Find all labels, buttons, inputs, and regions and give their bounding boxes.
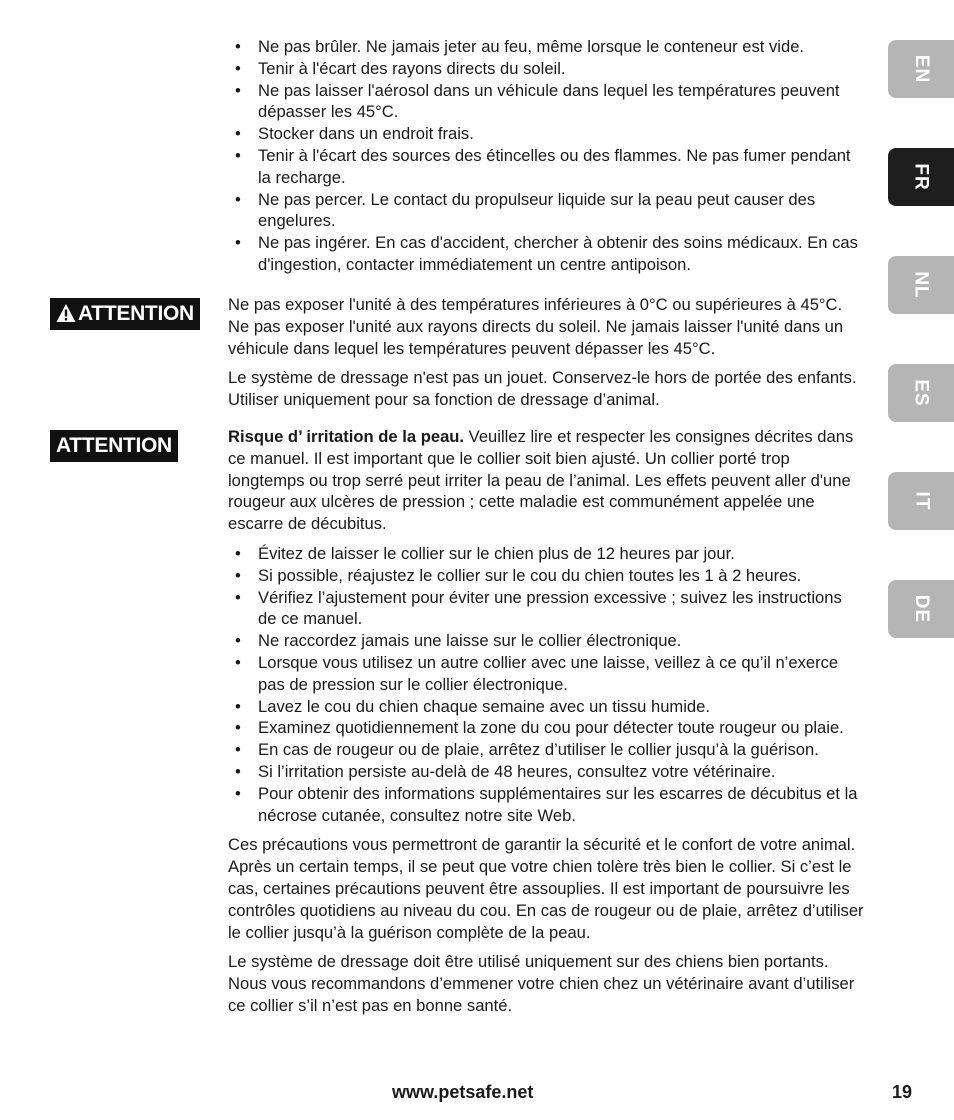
caution-intro [228, 426, 864, 535]
list-item: • Ne pas ingérer. En cas d'accident, chercher à obtenir des soins médicaux. En cas d'ingestion, contacter immédiatement un centre antipoison. [228, 232, 864, 276]
caution-label [50, 430, 178, 462]
list-item: • Examinez quotidiennement la zone du cou pour détecter toute rougeur ou plaie. [228, 717, 864, 739]
list-item: • Ne pas brûler. Ne jamais jeter au feu, même lorsque le conteneur est vide. [228, 36, 864, 58]
footer-url: www.petsafe.net [392, 1082, 534, 1102]
warning-paragraph: Ne pas exposer l'unité à des températures inférieures à 0°C ou supérieures à 45°C. Ne pas exposer l'unité aux rayons directs du soleil. Ne jamais laisser l'unité dans un véhicule dans lequel les températures peuvent dépasser les 45°C. [228, 295, 844, 358]
warning-paragraph: Le système de dressage n'est pas un jouet. Conservez-le hors de portée des enfants. Utiliser uniquement pour sa fonction de dressage d’animal. [228, 368, 857, 410]
list-item: • Lavez le cou du chien chaque semaine avec un tissu humide. [228, 696, 864, 718]
list-item: • Tenir à l'écart des sources des étincelles ou des flammes. Ne pas fumer pendant la recharge. [228, 145, 864, 189]
closing-paragraph: Ces précautions vous permettront de garantir la sécurité et le confort de votre animal. Après un certain temps, il se peut que votre chien tolère très bien le collier. Si c’est le cas, certaines précautions peuvent être assouplies. Il est important de poursuivre les contrôles quotidiens au niveau du cou. En cas de rougeur ou de plaie, arrêtez d’utiliser le collier jusqu’à la guérison complète de la peau. [228, 835, 864, 942]
list-item: • Si possible, réajustez le collier sur le cou du chien toutes les 1 à 2 heures. [228, 565, 864, 587]
caution-text [228, 426, 864, 1017]
top-bullet-section [228, 36, 864, 276]
warning-triangle-icon [56, 303, 76, 323]
tab-de[interactable]: DE [888, 580, 954, 638]
tab-es[interactable]: ES [888, 364, 954, 422]
list-item: • Ne pas laisser l'aérosol dans un véhicule dans lequel les températures peuvent dépasser les 45°C. [228, 80, 864, 124]
warning-label-text: ATTENTION [78, 302, 194, 325]
list-item: • Stocker dans un endroit frais. [228, 123, 864, 145]
caution-label-text: ATTENTION [56, 434, 172, 457]
list-item: • Ne raccordez jamais une laisse sur le collier électronique. [228, 630, 864, 652]
skin-care-bullets [228, 543, 864, 826]
caution-lead: Risque d’ irritation de la peau. [228, 427, 465, 446]
warning-text [228, 294, 864, 411]
warning-label [50, 298, 200, 330]
list-item: • Lorsque vous utilisez un autre collier avec une laisse, veillez à ce qu’il n’exerce pas de pression sur le collier électronique. [228, 652, 864, 696]
caution-intro-text: Veuillez lire et respecter les consignes décrites dans ce manuel. Il est important que le collier soit bien ajusté. Un collier porté trop longtemps ou trop serré peut irriter la peau de l’animal. Les effets peuvent aller d'une rougeur aux ulcères de pression ; cette maladie est communément appelée une escarre de décubitus. [228, 427, 854, 534]
list-item: • Ne pas percer. Le contact du propulseur liquide sur la peau peut causer des engelures. [228, 189, 864, 233]
list-item: • Vérifiez l’ajustement pour éviter une pression excessive ; suivez les instructions de ce manuel. [228, 587, 864, 631]
page-number: 19 [892, 1082, 913, 1102]
aerosol-bullets [228, 36, 864, 276]
tab-it[interactable]: IT [888, 472, 954, 530]
list-item: • Si l’irritation persiste au-delà de 48 heures, consultez votre vétérinaire. [228, 761, 864, 783]
list-item: • Évitez de laisser le collier sur le chien plus de 12 heures par jour. [228, 543, 864, 565]
closing-paragraph: Le système de dressage doit être utilisé uniquement sur des chiens bien portants. Nous vous recommandons d’emmener votre chien chez un vétérinaire avant d’utiliser ce collier s’il n’est pas en bonne santé. [228, 952, 855, 1015]
list-item: • En cas de rougeur ou de plaie, arrêtez d’utiliser le collier jusqu’à la guérison. [228, 739, 864, 761]
tab-fr[interactable]: FR [888, 148, 954, 206]
list-item: • Pour obtenir des informations supplémentaires sur les escarres de décubitus et la nécrose cutanée, consultez notre site Web. [228, 783, 864, 827]
list-item: • Tenir à l'écart des rayons directs du soleil. [228, 58, 864, 80]
tab-nl[interactable]: NL [888, 256, 954, 314]
tab-en[interactable]: EN [888, 40, 954, 98]
